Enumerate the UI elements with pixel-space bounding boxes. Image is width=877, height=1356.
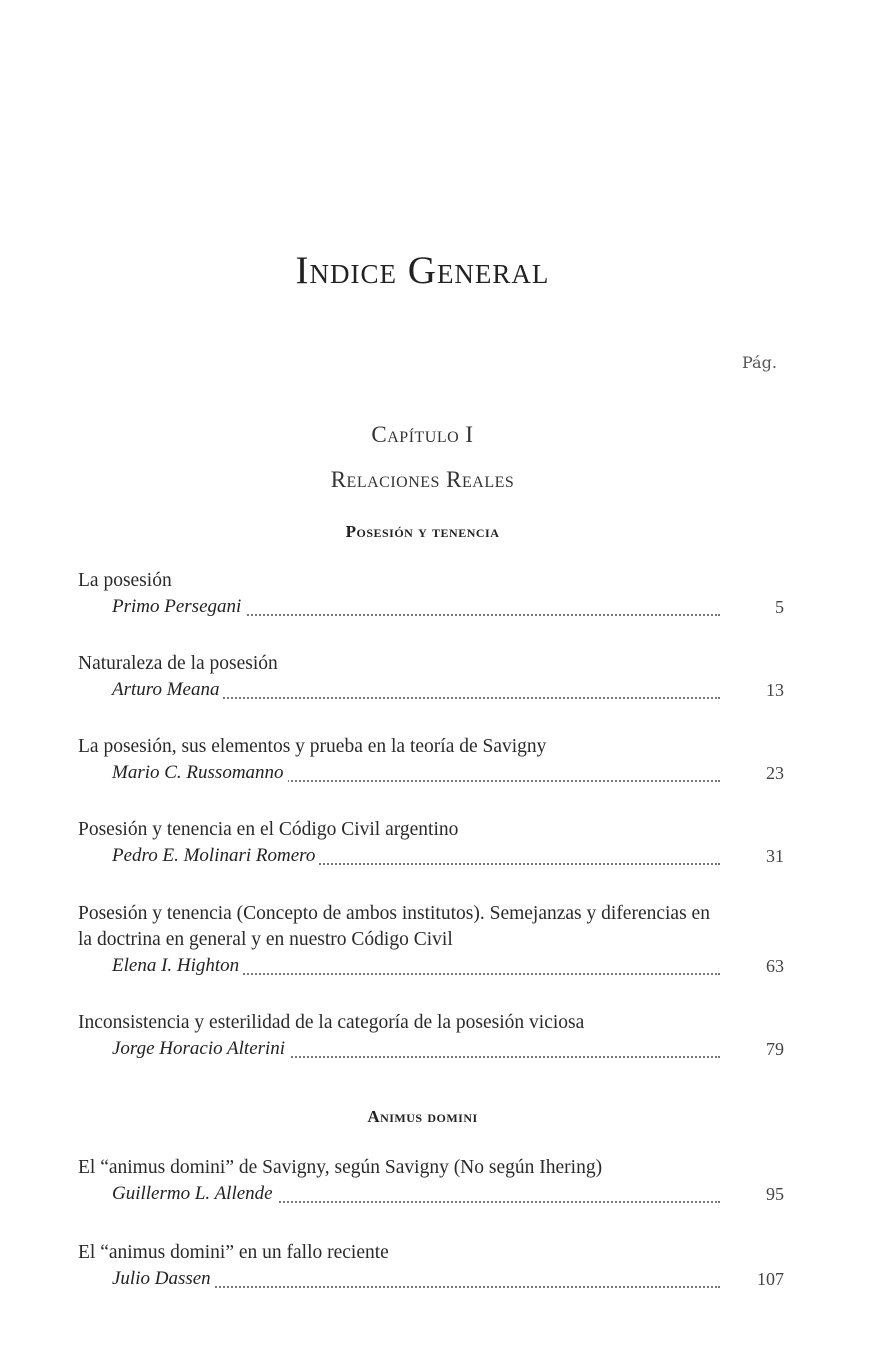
entry-author: Pedro E. Molinari Romero <box>112 843 319 869</box>
entry-title: El “animus domini” en un fallo reciente <box>78 1242 389 1263</box>
section-heading: Posesión y tenencia <box>345 522 500 541</box>
entry-author-line <box>112 677 784 703</box>
chapter-subtitle: Relaciones Reales <box>330 467 515 492</box>
entry-page-number: 95 <box>766 1184 784 1204</box>
entry-author: Guillermo L. Allende <box>112 1181 277 1207</box>
toc-entry[interactable] <box>78 568 784 620</box>
entry-title: El “animus domini” de Savigny, según Savigny (No según Ihering) <box>78 1157 603 1178</box>
entry-author: Julio Dassen <box>112 1266 215 1292</box>
entry-author: Arturo Meana <box>112 677 223 703</box>
toc-entry[interactable] <box>78 1155 784 1207</box>
entry-page-number: 5 <box>775 597 784 617</box>
toc-entry[interactable] <box>78 1010 784 1062</box>
entry-title: Inconsistencia y esterilidad de la categoría de la posesión viciosa <box>78 1012 585 1033</box>
entry-author-line <box>112 1266 784 1292</box>
entry-page-number: 63 <box>766 956 784 976</box>
entry-title: La posesión <box>78 570 172 591</box>
entry-page-number: 79 <box>766 1039 784 1059</box>
entry-author: Elena I. Highton <box>112 953 243 979</box>
entry-author: Mario C. Russomanno <box>112 760 288 786</box>
entry-page-number: 107 <box>757 1269 784 1289</box>
chapter-label: Capítulo I <box>371 422 474 447</box>
toc-entry[interactable] <box>78 651 784 703</box>
entry-author-line <box>112 953 784 979</box>
entry-author: Primo Persegani <box>112 594 245 620</box>
entry-title: Naturaleza de la posesión <box>78 653 278 674</box>
toc-entry[interactable] <box>78 1240 784 1292</box>
entry-author-line <box>112 843 784 869</box>
entry-page-number: 23 <box>766 763 784 783</box>
entry-author: Jorge Horacio Alterini <box>112 1036 289 1062</box>
section-heading: Animus domini <box>367 1107 478 1126</box>
entry-page-number: 31 <box>766 846 784 866</box>
toc-entry[interactable] <box>78 817 784 869</box>
entry-author-line <box>112 1036 784 1062</box>
entry-author-line <box>112 760 784 786</box>
toc-entry[interactable] <box>78 901 784 979</box>
toc-entry[interactable] <box>78 734 784 786</box>
entry-author-line <box>112 594 784 620</box>
entry-title: Posesión y tenencia en el Código Civil argentino <box>78 819 459 840</box>
entry-page-number: 13 <box>766 680 784 700</box>
page-column-label: Pág. <box>742 353 777 372</box>
entry-title: Posesión y tenencia (Concepto de ambos institutos). Semejanzas y diferencias en la doctrina en general y en nuestro Código Civil <box>78 903 710 950</box>
page-title: Indice General <box>295 249 550 292</box>
entry-title: La posesión, sus elementos y prueba en la teoría de Savigny <box>78 736 547 757</box>
entry-author-line <box>112 1181 784 1207</box>
